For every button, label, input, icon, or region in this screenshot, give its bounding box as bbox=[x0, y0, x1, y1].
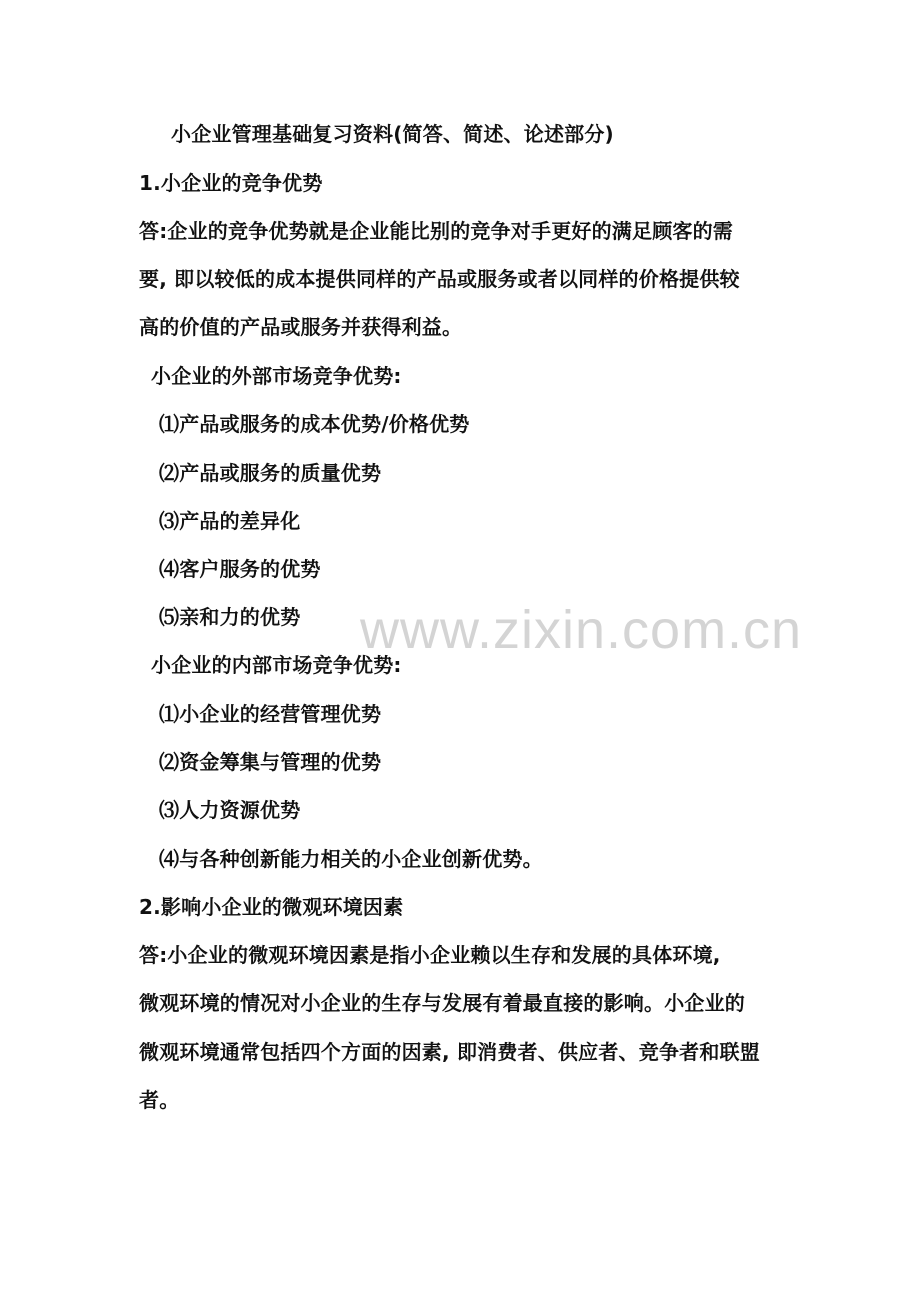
internal-advantages-title: 小企业的内部市场竞争优势: bbox=[151, 653, 402, 677]
internal-advantage-item-4: ⑷与各种创新能力相关的小企业创新优势。 bbox=[159, 847, 543, 871]
internal-advantage-item-2: ⑵资金筹集与管理的优势 bbox=[159, 750, 382, 774]
section-2-answer-line-1: 答:小企业的微观环境因素是指小企业赖以生存和发展的具体环境, bbox=[139, 943, 721, 967]
section-2-answer-line-3: 微观环境通常包括四个方面的因素, 即消费者、供应者、竞争者和联盟 bbox=[139, 1040, 760, 1064]
external-advantages-title: 小企业的外部市场竞争优势: bbox=[151, 364, 402, 388]
external-advantage-item-5: ⑸亲和力的优势 bbox=[159, 605, 301, 629]
section-1-answer-line-2: 要, 即以较低的成本提供同样的产品或服务或者以同样的价格提供较 bbox=[139, 267, 740, 291]
section-2-answer-line-4: 者。 bbox=[139, 1088, 180, 1112]
section-1-answer-line-1: 答:企业的竞争优势就是企业能比别的竞争对手更好的满足顾客的需 bbox=[139, 219, 733, 243]
external-advantage-item-3: ⑶产品的差异化 bbox=[159, 509, 301, 533]
external-advantage-item-2: ⑵产品或服务的质量优势 bbox=[159, 461, 382, 485]
internal-advantage-item-3: ⑶人力资源优势 bbox=[159, 798, 301, 822]
internal-advantage-item-1: ⑴小企业的经营管理优势 bbox=[159, 702, 382, 726]
external-advantage-item-1: ⑴产品或服务的成本优势/价格优势 bbox=[159, 412, 470, 436]
watermark: www.zixin.com.cn bbox=[360, 600, 803, 660]
external-advantage-item-4: ⑷客户服务的优势 bbox=[159, 557, 321, 581]
section-2-heading: 2.影响小企业的微观环境因素 bbox=[139, 895, 404, 919]
section-1-answer-line-3: 高的价值的产品或服务并获得利益。 bbox=[139, 315, 463, 339]
section-1-heading: 1.小企业的竞争优势 bbox=[139, 171, 323, 195]
document-title: 小企业管理基础复习资料(简答、简述、论述部分) bbox=[171, 122, 614, 146]
section-2-answer-line-2: 微观环境的情况对小企业的生存与发展有着最直接的影响。小企业的 bbox=[139, 991, 745, 1015]
